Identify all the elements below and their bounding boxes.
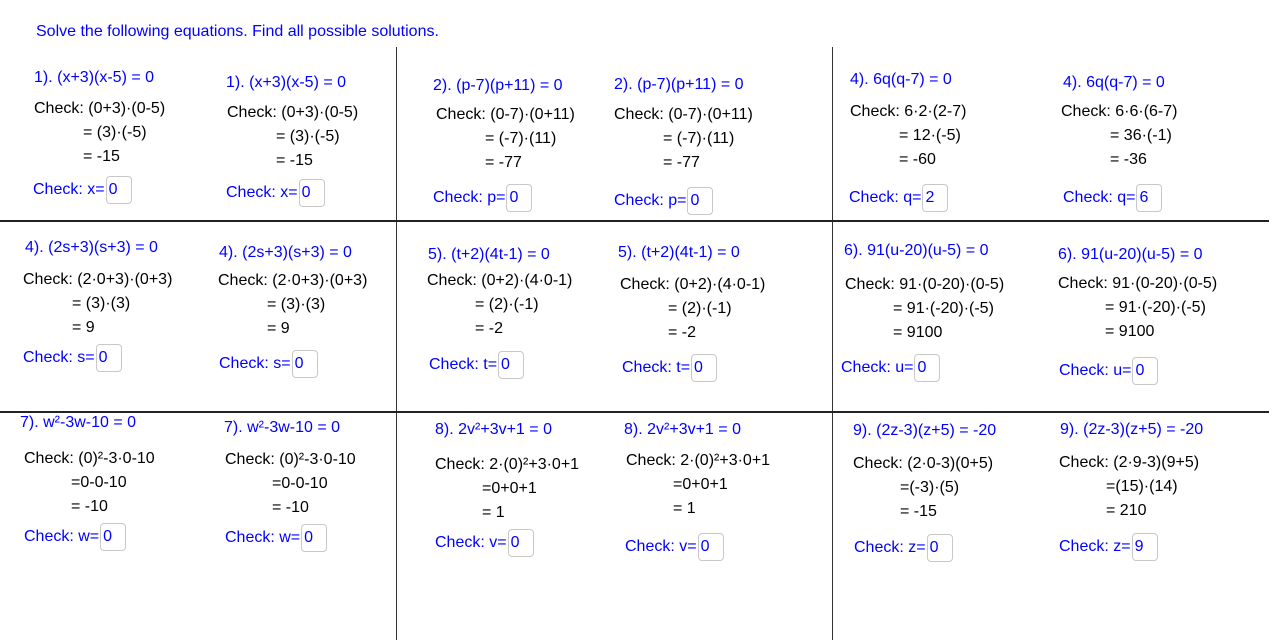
check-answer-row (614, 187, 713, 215)
equation-title: 5). (t+2)(4t-1) = 0 (618, 244, 740, 261)
check-answer-row (841, 354, 940, 382)
equation-title: 6). 91(u-20)(u-5) = 0 (844, 242, 989, 259)
answer-input[interactable]: 0 (96, 344, 122, 372)
check-answer-row (429, 351, 524, 379)
check-line-2: = 36·(-1) (1110, 127, 1172, 144)
equation-title: 7). w²-3w-10 = 0 (224, 419, 341, 436)
check-line-1: Check: (0+2)·(4·0-1) (620, 276, 766, 293)
check-answer-row (23, 344, 122, 372)
check-line-1: Check: (0+2)·(4·0-1) (427, 272, 573, 289)
check-line-1: Check: (0+3)·(0-5) (34, 100, 166, 117)
equation-title: 1). (x+3)(x-5) = 0 (226, 74, 347, 91)
equation-title: 4). (2s+3)(s+3) = 0 (25, 239, 158, 256)
check-line-1: Check: 6·2·(2-7) (850, 103, 967, 120)
check-line-3: = -2 (668, 324, 697, 341)
check-answer-row (219, 350, 318, 378)
equation-title: 4). 6q(q-7) = 0 (850, 71, 952, 88)
answer-input[interactable]: 0 (299, 179, 325, 207)
equation-title: 2). (p-7)(p+11) = 0 (614, 76, 744, 93)
equation-title: 5). (t+2)(4t-1) = 0 (428, 246, 550, 263)
equation-title: 2). (p-7)(p+11) = 0 (433, 77, 563, 94)
check-answer-label: Check: s= (219, 355, 291, 372)
check-line-2: = (2)·(-1) (668, 300, 732, 317)
check-line-3: = -77 (663, 154, 700, 171)
check-line-1: Check: 2·(0)²+3·0+1 (626, 452, 771, 469)
answer-input[interactable]: 0 (100, 523, 126, 551)
check-answer-row (226, 179, 325, 207)
check-line-2: = (3)·(3) (72, 295, 131, 312)
check-answer-row (854, 534, 953, 562)
check-line-3: = -15 (900, 503, 937, 520)
check-answer-row (625, 533, 724, 561)
check-line-3: = 9 (267, 320, 290, 337)
check-answer-row (1063, 184, 1162, 212)
check-line-1: Check: 91·(0-20)·(0-5) (1058, 275, 1218, 292)
check-answer-label: Check: q= (1063, 189, 1136, 206)
equation-title: 9). (2z-3)(z+5) = -20 (853, 422, 997, 439)
check-line-2: =(15)·(14) (1106, 478, 1178, 495)
answer-input[interactable]: 0 (1132, 357, 1158, 385)
check-line-3: = -10 (71, 498, 108, 515)
horizontal-divider-2 (0, 411, 1269, 413)
answer-input[interactable]: 2 (922, 184, 948, 212)
check-answer-row (33, 176, 132, 204)
check-line-1: Check: (0+3)·(0-5) (227, 104, 359, 121)
equation-title: 1). (x+3)(x-5) = 0 (34, 69, 155, 86)
check-answer-label: Check: z= (1059, 538, 1131, 555)
answer-input[interactable]: 0 (691, 354, 717, 382)
answer-input[interactable]: 9 (1132, 533, 1158, 561)
check-line-1: Check: 6·6·(6-7) (1061, 103, 1178, 120)
check-line-2: =0-0-10 (71, 474, 127, 491)
answer-input[interactable]: 0 (498, 351, 524, 379)
check-line-3: = -15 (83, 148, 120, 165)
check-answer-label: Check: w= (225, 529, 301, 546)
check-line-1: Check: (2·9-3)(9+5) (1059, 454, 1200, 471)
check-line-1: Check: (0-7)·(0+11) (614, 106, 753, 123)
check-line-3: = 9100 (893, 324, 943, 341)
check-answer-row (1059, 533, 1158, 561)
answer-input[interactable]: 0 (508, 529, 534, 557)
equation-title: 8). 2v²+3v+1 = 0 (435, 421, 552, 438)
check-line-3: = -10 (272, 499, 309, 516)
check-answer-row (849, 184, 948, 212)
check-line-3: = 9100 (1105, 323, 1155, 340)
horizontal-divider-1 (0, 220, 1269, 222)
check-line-3: = 1 (482, 504, 505, 521)
equation-title: 4). (2s+3)(s+3) = 0 (219, 244, 352, 261)
answer-input[interactable]: 0 (106, 176, 132, 204)
check-answer-row (435, 529, 534, 557)
check-line-2: = (3)·(-5) (83, 124, 147, 141)
answer-input[interactable]: 0 (292, 350, 318, 378)
check-line-1: Check: (0)²-3·0-10 (24, 450, 155, 467)
check-line-3: = -36 (1110, 151, 1147, 168)
check-line-2: =0-0-10 (272, 475, 328, 492)
answer-input[interactable]: 6 (1136, 184, 1162, 212)
check-line-1: Check: (2·0-3)(0+5) (853, 455, 994, 472)
check-answer-row (1059, 357, 1158, 385)
check-answer-row (433, 184, 532, 212)
check-answer-label: Check: z= (854, 539, 926, 556)
answer-input[interactable]: 0 (927, 534, 953, 562)
check-line-1: Check: (0)²-3·0-10 (225, 451, 356, 468)
check-answer-label: Check: u= (841, 359, 914, 376)
check-line-2: = (-7)·(11) (485, 130, 557, 147)
check-line-3: = -2 (475, 320, 504, 337)
check-line-2: =0+0+1 (482, 480, 537, 497)
check-line-2: =(-3)·(5) (900, 479, 960, 496)
check-line-2: = (-7)·(11) (663, 130, 735, 147)
check-line-3: = 1 (673, 500, 696, 517)
equation-title: 9). (2z-3)(z+5) = -20 (1060, 421, 1204, 438)
instructions-text: Solve the following equations. Find all possible solutions. (36, 23, 439, 40)
answer-input[interactable]: 0 (687, 187, 713, 215)
check-answer-label: Check: x= (33, 181, 105, 198)
check-answer-row (225, 524, 327, 552)
check-line-2: = 12·(-5) (899, 127, 961, 144)
check-line-2: = (3)·(3) (267, 296, 326, 313)
check-answer-label: Check: x= (226, 184, 298, 201)
check-answer-label: Check: p= (614, 192, 687, 209)
check-answer-row (24, 523, 126, 551)
check-answer-label: Check: t= (622, 359, 691, 376)
check-answer-label: Check: p= (433, 189, 506, 206)
check-line-3: = -15 (276, 152, 313, 169)
answer-input[interactable]: 0 (301, 524, 327, 552)
check-line-3: = -77 (485, 154, 522, 171)
vertical-divider-1 (396, 47, 397, 640)
equation-title: 4). 6q(q-7) = 0 (1063, 74, 1165, 91)
check-line-1: Check: (0-7)·(0+11) (436, 106, 575, 123)
check-answer-row (622, 354, 717, 382)
check-line-2: = (3)·(-5) (276, 128, 340, 145)
check-line-1: Check: (2·0+3)·(0+3) (23, 271, 173, 288)
check-answer-label: Check: v= (625, 538, 697, 555)
check-line-3: = 9 (72, 319, 95, 336)
check-answer-label: Check: v= (435, 534, 507, 551)
check-line-3: = 210 (1106, 502, 1147, 519)
check-answer-label: Check: u= (1059, 362, 1132, 379)
check-line-1: Check: (2·0+3)·(0+3) (218, 272, 368, 289)
check-line-2: =0+0+1 (673, 476, 728, 493)
check-line-2: = 91·(-20)·(-5) (893, 300, 994, 317)
check-answer-label: Check: t= (429, 356, 498, 373)
equation-title: 7). w²-3w-10 = 0 (20, 414, 137, 431)
answer-input[interactable]: 0 (914, 354, 940, 382)
check-answer-label: Check: w= (24, 528, 100, 545)
equation-title: 8). 2v²+3v+1 = 0 (624, 421, 741, 438)
check-line-1: Check: 91·(0-20)·(0-5) (845, 276, 1005, 293)
check-answer-label: Check: s= (23, 349, 95, 366)
equation-title: 6). 91(u-20)(u-5) = 0 (1058, 246, 1203, 263)
answer-input[interactable]: 0 (506, 184, 532, 212)
check-line-2: = (2)·(-1) (475, 296, 539, 313)
check-line-1: Check: 2·(0)²+3·0+1 (435, 456, 580, 473)
check-line-3: = -60 (899, 151, 936, 168)
vertical-divider-2 (832, 47, 833, 640)
answer-input[interactable]: 0 (698, 533, 724, 561)
check-line-2: = 91·(-20)·(-5) (1105, 299, 1206, 316)
check-answer-label: Check: q= (849, 189, 922, 206)
